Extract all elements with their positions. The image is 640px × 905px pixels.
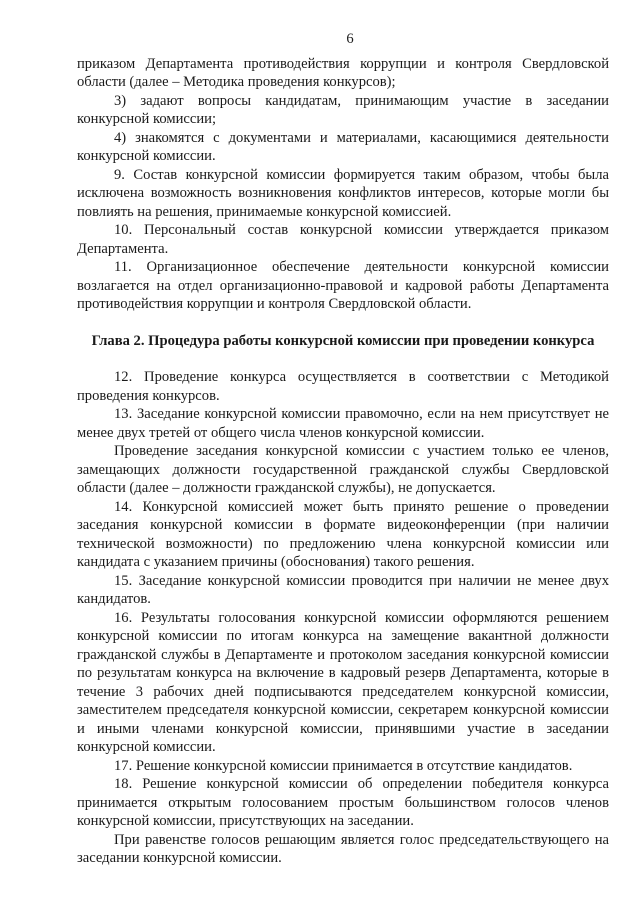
paragraph: приказом Департамента противодействия коррупции и контроля Свердловской области (далее – Методика проведения конкурсов); [77, 55, 609, 90]
chapter-heading: Глава 2. Процедура работы конкурсной комиссии при проведении конкурса [91, 332, 595, 349]
paragraph: 12. Проведение конкурса осуществляется в соответствии с Методикой проведения конкурсов. [77, 369, 609, 404]
paragraph: 14. Конкурсной комиссией может быть принято решение о проведении заседания конкурсной комиссии в формате видеоконференции (при наличии технической возможности) по предложению члена конкурсной комиссии или кандидата с указанием причины (обоснования) такого решения. [77, 498, 609, 570]
paragraph: 10. Персональный состав конкурсной комиссии утверждается приказом Департамента. [77, 222, 609, 257]
paragraph: 9. Состав конкурсной комиссии формируется таким образом, чтобы была исключена возможность возникновения конфликтов интересов, которые могли бы повлиять на решения, принимаемые конкурсной комиссией. [77, 166, 609, 220]
section-after [77, 368, 609, 868]
paragraph: Проведение заседания конкурсной комиссии с участием только ее членов, замещающих должности государственной гражданской службы Свердловской области (далее – должности гражданской службы), не допускается. [77, 443, 609, 496]
paragraph: 11. Организационное обеспечение деятельности конкурсной комиссии возлагается на отдел организационно-правовой и кадровой работы Департамента противодействия коррупции и контроля Свердловской области. [77, 259, 609, 312]
paragraph: При равенстве голосов решающим является голос председательствующего на заседании конкурсной комиссии. [77, 831, 609, 866]
paragraph: 15. Заседание конкурсной комиссии проводится при наличии не менее двух кандидатов. [77, 572, 609, 607]
paragraph: 13. Заседание конкурсной комиссии правомочно, если на нем присутствует не менее двух третей от общего числа членов конкурсной комиссии. [77, 406, 609, 441]
document-page [77, 30, 609, 868]
paragraph: 3) задают вопросы кандидатам, принимающим участие в заседании конкурсной комиссии; [77, 92, 609, 127]
paragraph: 18. Решение конкурсной комиссии об определении победителя конкурса принимается открытым голосованием простым большинством голосов членов конкурсной комиссии, присутствующих на заседании. [77, 776, 609, 829]
page-number: 6 [346, 31, 354, 47]
paragraph: 4) знакомятся с документами и материалами, касающимися деятельности конкурсной комиссии. [77, 129, 609, 164]
paragraph: 17. Решение конкурсной комиссии принимается в отсутствие кандидатов. [114, 757, 573, 774]
section-before [77, 55, 609, 314]
paragraph: 16. Результаты голосования конкурсной комиссии оформляются решением конкурсной комиссии по итогам конкурса на замещение вакантной должности гражданской службы в Департаменте и протоколом заседания конкурсной комиссии по результатам конкурса на включение в кадровый резерв Департамента, которые в течение 3 рабочих дней подписываются председателем конкурсной комиссии, заместителем председателя конкурсной комиссии, секретарем конкурсной комиссии и иными членами конкурсной комиссии, принявшими участие в заседании конкурсной комиссии. [77, 609, 609, 755]
